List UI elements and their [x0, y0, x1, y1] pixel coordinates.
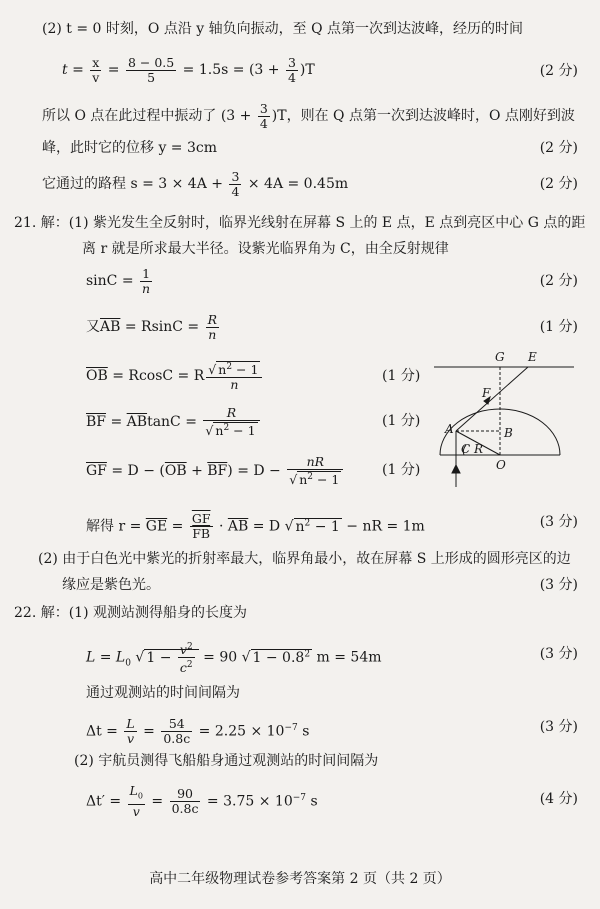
label-e: E	[528, 350, 537, 364]
text-line: 通过观测站的时间间隔为	[86, 685, 240, 701]
equation-line: $\overline{GF} = D - (\overline{OB} + \overline{BF}) = D$ − $\frac{nR}{√ n^2 - 1}$	[86, 451, 345, 491]
equation-line: t = $\frac{x}{v}$ = $\frac{8 - 0.5}{5}$ = 1.5s = (3 + $\frac{3}{4}$ )T	[62, 54, 315, 85]
text-line: 离 r 就是所求最大半径。设紫光临界角为 C，由全反射规律	[82, 241, 449, 257]
optics-diagram	[428, 347, 578, 497]
equation-line: $\overline{BF} = \overline{AB}\tan C$ = $\frac{R}{√ n^2 - 1}$	[86, 402, 262, 442]
equation-line: 又$\overline{AB} = RsinC$ = $\frac{R}{n}$	[86, 311, 218, 342]
score: (3 分)	[539, 514, 578, 530]
text-line: (2) t = 0 时刻，O 点沿 y 轴负向振动，至 Q 点第一次到达波峰，经历的时间	[42, 21, 524, 37]
question-22-heading: 22. 解：(1) 观测站测得船身的长度为	[14, 605, 247, 621]
text-line: (2) 宇航员测得飞船船身通过观测站的时间间隔为	[74, 753, 379, 769]
label-r: R	[474, 442, 484, 456]
equation-line: Δt = $\frac{L}{v}$ = $\frac{54}{0.8c}$ = $2.25 \times 10^{-7}$ s	[86, 716, 310, 747]
text-line: 所以 O 点在此过程中振动了 (3 + $\frac{3}{4}$ )T，则在 Q 点第一次到达波峰时，O 点刚好到波	[42, 100, 575, 131]
question-21-heading: 21. 解：(1) 紫光发生全反射时，临界光线射在屏幕 S 上的 E 点，E 点到亮区中心 G 点的距	[14, 215, 586, 231]
score: (1 分)	[382, 462, 421, 478]
text-line: 缘应是紫色光。	[62, 577, 160, 593]
equation-line: sinC = $\frac{1}{n}$	[86, 265, 151, 296]
page-footer: 高中二年级物理试卷参考答案第 2 页（共 2 页）	[149, 871, 451, 887]
label-c: C	[461, 442, 471, 456]
equation-line: $L = L_0$ √ 1 − $\frac{v^2}{c^2}$ = 90 √ $1 - 0.8^2$ m = 54m	[86, 642, 382, 676]
label-g: G	[495, 350, 505, 364]
text-line: 它通过的路程 s = 3 × 4A + $\frac{3}{4}$ × 4A = 0.45m	[42, 168, 349, 199]
label-o: O	[496, 458, 506, 472]
score: (1 分)	[382, 368, 421, 384]
score: (2 分)	[539, 176, 578, 192]
equation-line: $\overline{OB} = RcosC = R$ $\frac{√ n^2 - 1}{n}$	[86, 356, 264, 396]
label-b: B	[504, 426, 513, 440]
equation-line: 解得 $r = \overline{GE}$ = $\frac{\overline{GF}}{FB}$ · $\overline{AB} = D$ √ $n^2 - 1$ − nR = 1m	[86, 511, 425, 542]
score: (2 分)	[539, 140, 578, 156]
score: (3 分)	[539, 646, 578, 662]
score: (3 分)	[539, 719, 578, 735]
score: (3 分)	[539, 577, 578, 593]
label-a: A	[445, 422, 454, 436]
text-line: (2) 由于白色光中紫光的折射率最大，临界角最小，故在屏幕 S 上形成的圆形亮区的边	[38, 551, 571, 567]
equation-line: Δt′ = $\frac{L_0}{v}$ = $\frac{90}{0.8c}$ = $3.75 \times 10^{-7}$ s	[86, 783, 318, 819]
score: (4 分)	[539, 791, 578, 807]
text-line: 峰，此时它的位移 y = 3cm	[42, 140, 218, 156]
score: (2 分)	[539, 273, 578, 289]
label-f: F	[482, 386, 491, 400]
score: (1 分)	[539, 319, 578, 335]
score: (1 分)	[382, 413, 421, 429]
score: (2 分)	[539, 63, 578, 79]
